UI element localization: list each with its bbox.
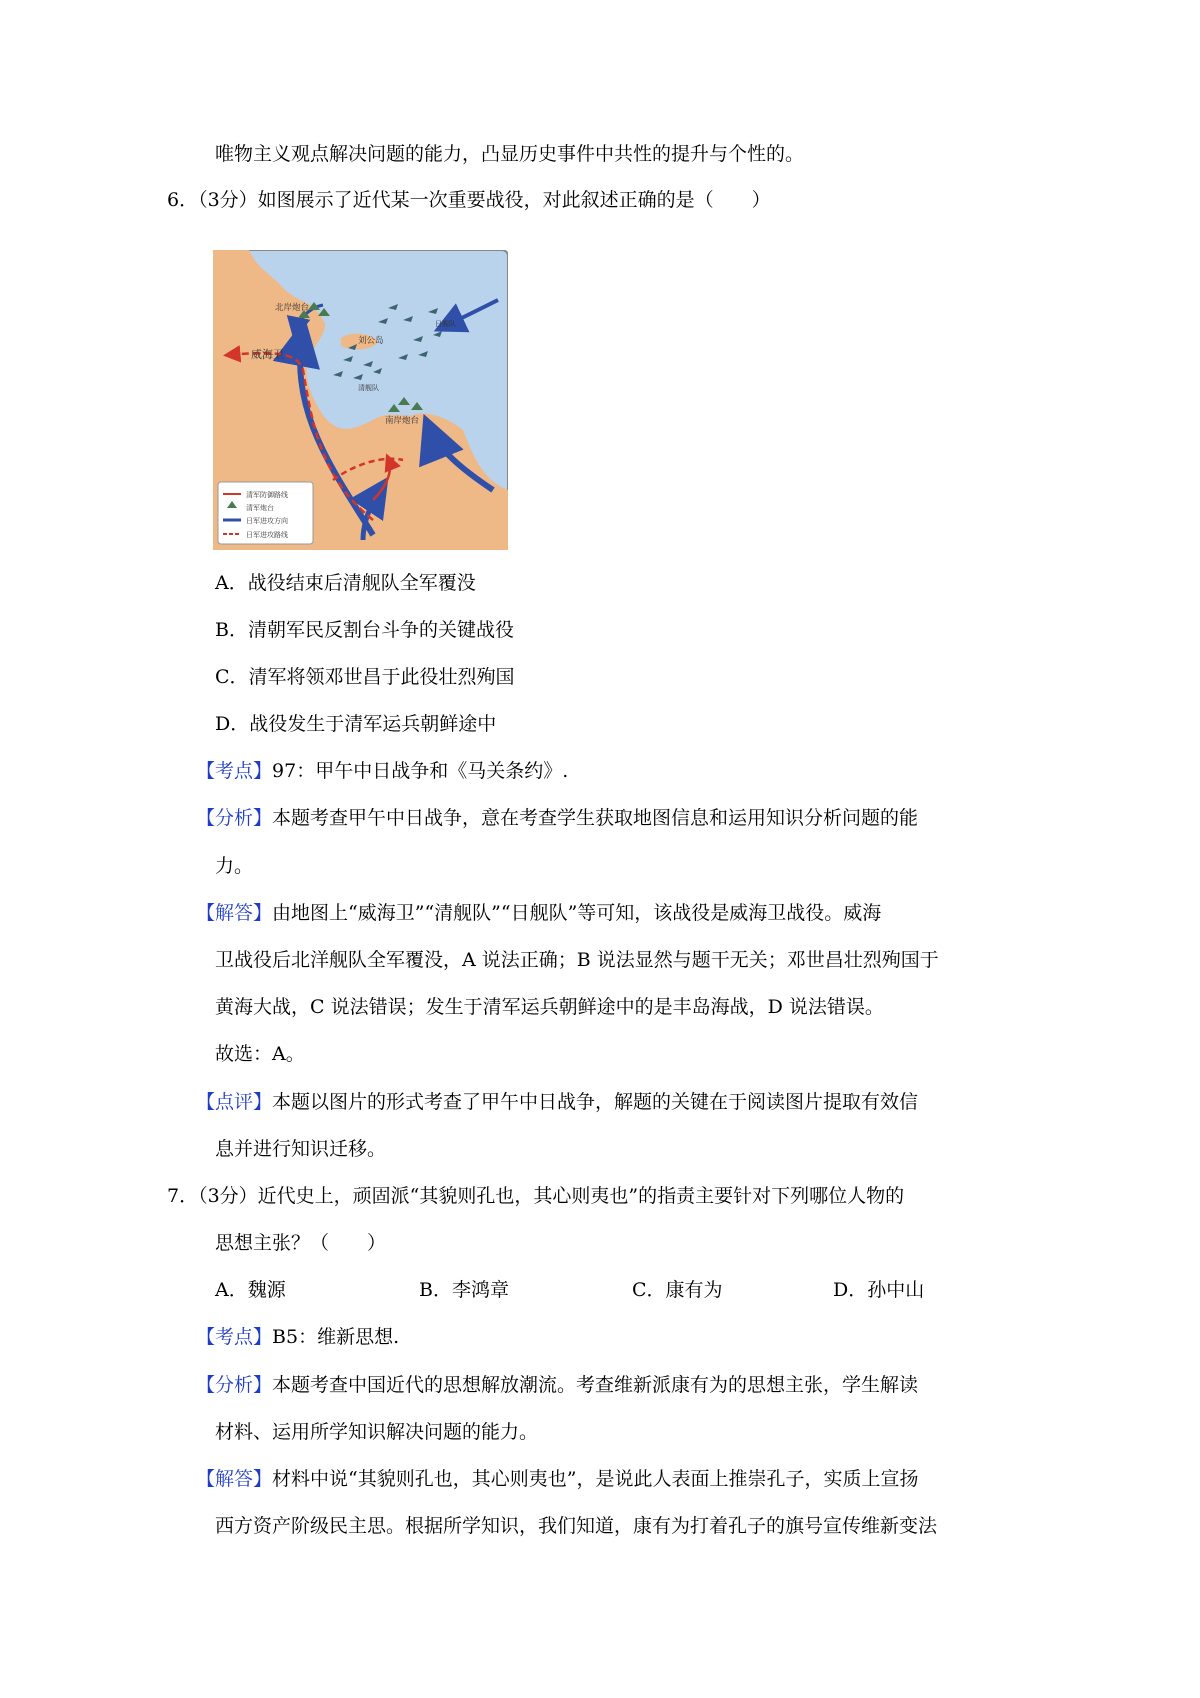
kaodian-text: B5：维新思想. (272, 1326, 400, 1348)
question-6-stem: 6．（3分）如图展示了近代某一次重要战役，对此叙述正确的是（ ） (167, 189, 771, 211)
label-qing-fleet: 清舰队 (358, 385, 379, 392)
label-south-fort: 南岸炮台 (385, 415, 420, 425)
jieda-text: 材料中说“其貌则孔也，其心则夷也”，是说此人表面上推崇孔子，实质上宣扬 (272, 1468, 919, 1490)
question-7-stem: 7．（3分）近代史上，顽固派“其貌则孔也，其心则夷也”的指责主要针对下列哪位人物的 (167, 1185, 905, 1207)
label-north-fort: 北岸炮台 (275, 302, 310, 312)
legend-item-qing-defense: 清军防御路线 (246, 492, 288, 499)
q6-option-d: D．战役发生于清军运兵朝鲜途中 (215, 713, 497, 735)
q7-option-b: B．李鸿章 (419, 1279, 509, 1301)
q7-fenxi-cont: 材料、运用所学知识解决问题的能力。 (215, 1421, 539, 1443)
jieda-text: 由地图上“威海卫”“清舰队”“日舰队”等可知，该战役是威海卫战役。威海 (272, 902, 882, 924)
fenxi-text: 本题考查甲午中日战争，意在考查学生获取地图信息和运用知识分析问题的能 (272, 807, 919, 829)
jieda-tag: 【解答】 (196, 1468, 273, 1490)
fenxi-tag: 【分析】 (196, 1374, 273, 1396)
q7-kaodian (196, 1324, 399, 1350)
question-7-stem-cont: 思想主张？（ ） (215, 1232, 387, 1254)
legend-item-japan-route: 日军进攻路线 (246, 532, 288, 539)
q6-dianping-cont: 息并进行知识迁移。 (215, 1138, 387, 1160)
legend-item-japan-direction: 日军进攻方向 (246, 518, 288, 525)
q6-answer: 故选：A。 (215, 1043, 305, 1065)
label-japan-fleet: 日舰队 (435, 321, 456, 328)
fenxi-text: 本题考查中国近代的思想解放潮流。考查维新派康有为的思想主张，学生解读 (272, 1374, 919, 1396)
jieda-tag: 【解答】 (196, 902, 273, 924)
fenxi-tag: 【分析】 (196, 807, 273, 829)
battle-map (213, 250, 508, 550)
q6-jieda-cont-1: 卫战役后北洋舰队全军覆没，A 说法正确；B 说法显然与题干无关；邓世昌壮烈殉国于 (215, 949, 939, 971)
q6-fenxi-cont: 力。 (215, 855, 254, 877)
kaodian-tag: 【考点】 (196, 1326, 273, 1348)
q6-jieda-cont-2: 黄海大战，C 说法错误；发生于清军运兵朝鲜途中的是丰岛海战，D 说法错误。 (215, 996, 884, 1018)
q7-fenxi (196, 1372, 918, 1398)
kaodian-tag: 【考点】 (196, 760, 273, 782)
q6-option-c: C．清军将领邓世昌于此役壮烈殉国 (215, 666, 515, 688)
q6-jieda (196, 900, 881, 926)
map-legend (218, 482, 313, 544)
q6-option-a: A．战役结束后清舰队全军覆没 (215, 572, 476, 594)
q6-fenxi (196, 805, 918, 831)
q7-jieda-cont: 西方资产阶级民主思。根据所学知识，我们知道，康有为打着孔子的旗号宣传维新变法 (215, 1515, 938, 1537)
q6-dianping (196, 1089, 918, 1115)
q7-jieda (196, 1466, 918, 1492)
text-line: 唯物主义观点解决问题的能力，凸显历史事件中共性的提升与个性的。 (215, 143, 805, 165)
kaodian-text: 97：甲午中日战争和《马关条约》. (272, 760, 569, 782)
legend-item-qing-fort: 清军炮台 (246, 505, 274, 512)
q6-kaodian (196, 758, 568, 784)
label-weihaiwei: 威海卫 (251, 349, 284, 361)
q6-option-b: B．清朝军民反割台斗争的关键战役 (215, 619, 514, 641)
dianping-text: 本题以图片的形式考查了甲午中日战争，解题的关键在于阅读图片提取有效信 (272, 1091, 919, 1113)
q7-option-a: A．魏源 (215, 1279, 286, 1301)
dianping-tag: 【点评】 (196, 1091, 273, 1113)
q7-option-d: D．孙中山 (833, 1279, 925, 1301)
q7-option-c: C．康有为 (632, 1279, 723, 1301)
label-liugong-island: 刘公岛 (358, 335, 384, 345)
